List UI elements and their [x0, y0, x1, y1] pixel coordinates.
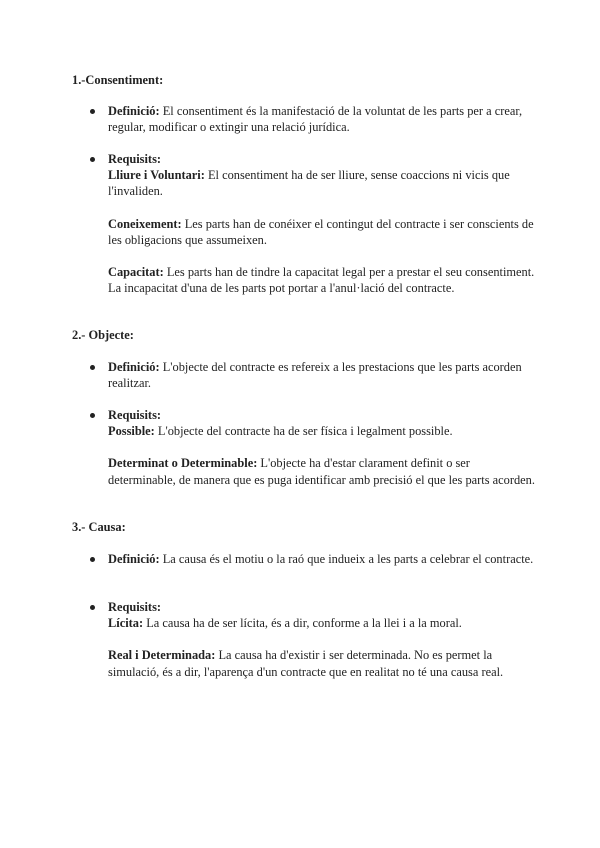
section-heading: 3.- Causa: — [72, 520, 126, 534]
definition-label: Definició: — [108, 360, 160, 374]
bullet-icon — [90, 365, 95, 370]
requisit-label: Capacitat: — [108, 265, 164, 280]
requisit-label: Determinat o Determinable: — [108, 456, 258, 471]
bullet-icon — [90, 109, 95, 114]
requisit-label: Lícita: — [108, 616, 144, 631]
definition-item — [108, 551, 536, 567]
bullet-icon — [90, 157, 95, 162]
requisit-text: L'objecte ha d'estar clarament definit o ser determinable, de manera que es puga identificar amb precisió el que les parts acorden. — [108, 456, 535, 487]
requisit-text: El consentiment ha de ser lliure, sense coaccions ni vicis que l'invaliden. — [108, 168, 510, 199]
section-heading: 1.-Consentiment: — [72, 73, 164, 87]
definition-text: El consentiment és la manifestació de la voluntat de les parts per a crear, regular, modificar o extingir una relació jurídica. — [108, 104, 523, 135]
requisits-item — [108, 599, 536, 680]
requisit-label: Possible: — [108, 424, 155, 439]
requisit-label: Lliure i Voluntari: — [108, 168, 205, 183]
requisits-item — [108, 151, 536, 296]
requisit-text: La causa ha de ser lícita, és a dir, conforme a la llei i a la moral. — [143, 616, 462, 631]
requisit-text: Les parts han de tindre la capacitat legal per a prestar el seu consentiment. La incapacitat d'una de les parts pot portar a l'anul·lació del contracte. — [108, 265, 535, 296]
definition-label: Definició: — [108, 552, 160, 566]
bullet-icon — [90, 605, 95, 610]
definition-item — [108, 103, 536, 135]
requisit-text: Les parts han de conéixer el contingut del contracte i ser conscients de les obligacions que assumeixen. — [108, 216, 534, 247]
definition-label: Definició: — [108, 104, 160, 118]
definition-text: La causa és el motiu o la raó que indueix a les parts a celebrar el contracte. — [159, 552, 534, 566]
definition-text: L'objecte del contracte es refereix a les prestacions que les parts acorden realitzar. — [108, 360, 522, 391]
requisits-label: Requisits: — [108, 408, 162, 422]
requisit-text: L'objecte del contracte ha de ser física i legalment possible. — [154, 424, 453, 439]
requisits-item — [108, 407, 536, 488]
bullet-icon — [90, 413, 95, 418]
section-heading: 2.- Objecte: — [72, 328, 134, 342]
definition-item — [108, 359, 536, 391]
requisits-label: Requisits: — [108, 600, 162, 614]
bullet-icon — [90, 557, 95, 562]
requisits-label: Requisits: — [108, 152, 162, 166]
requisit-text: La causa ha d'existir i ser determinada. No es permet la simulació, és a dir, l'aparença d'un contracte que en realitat no té una causa real. — [108, 648, 504, 679]
requisit-label: Real i Determinada: — [108, 648, 216, 663]
requisit-label: Coneixement: — [108, 216, 182, 231]
